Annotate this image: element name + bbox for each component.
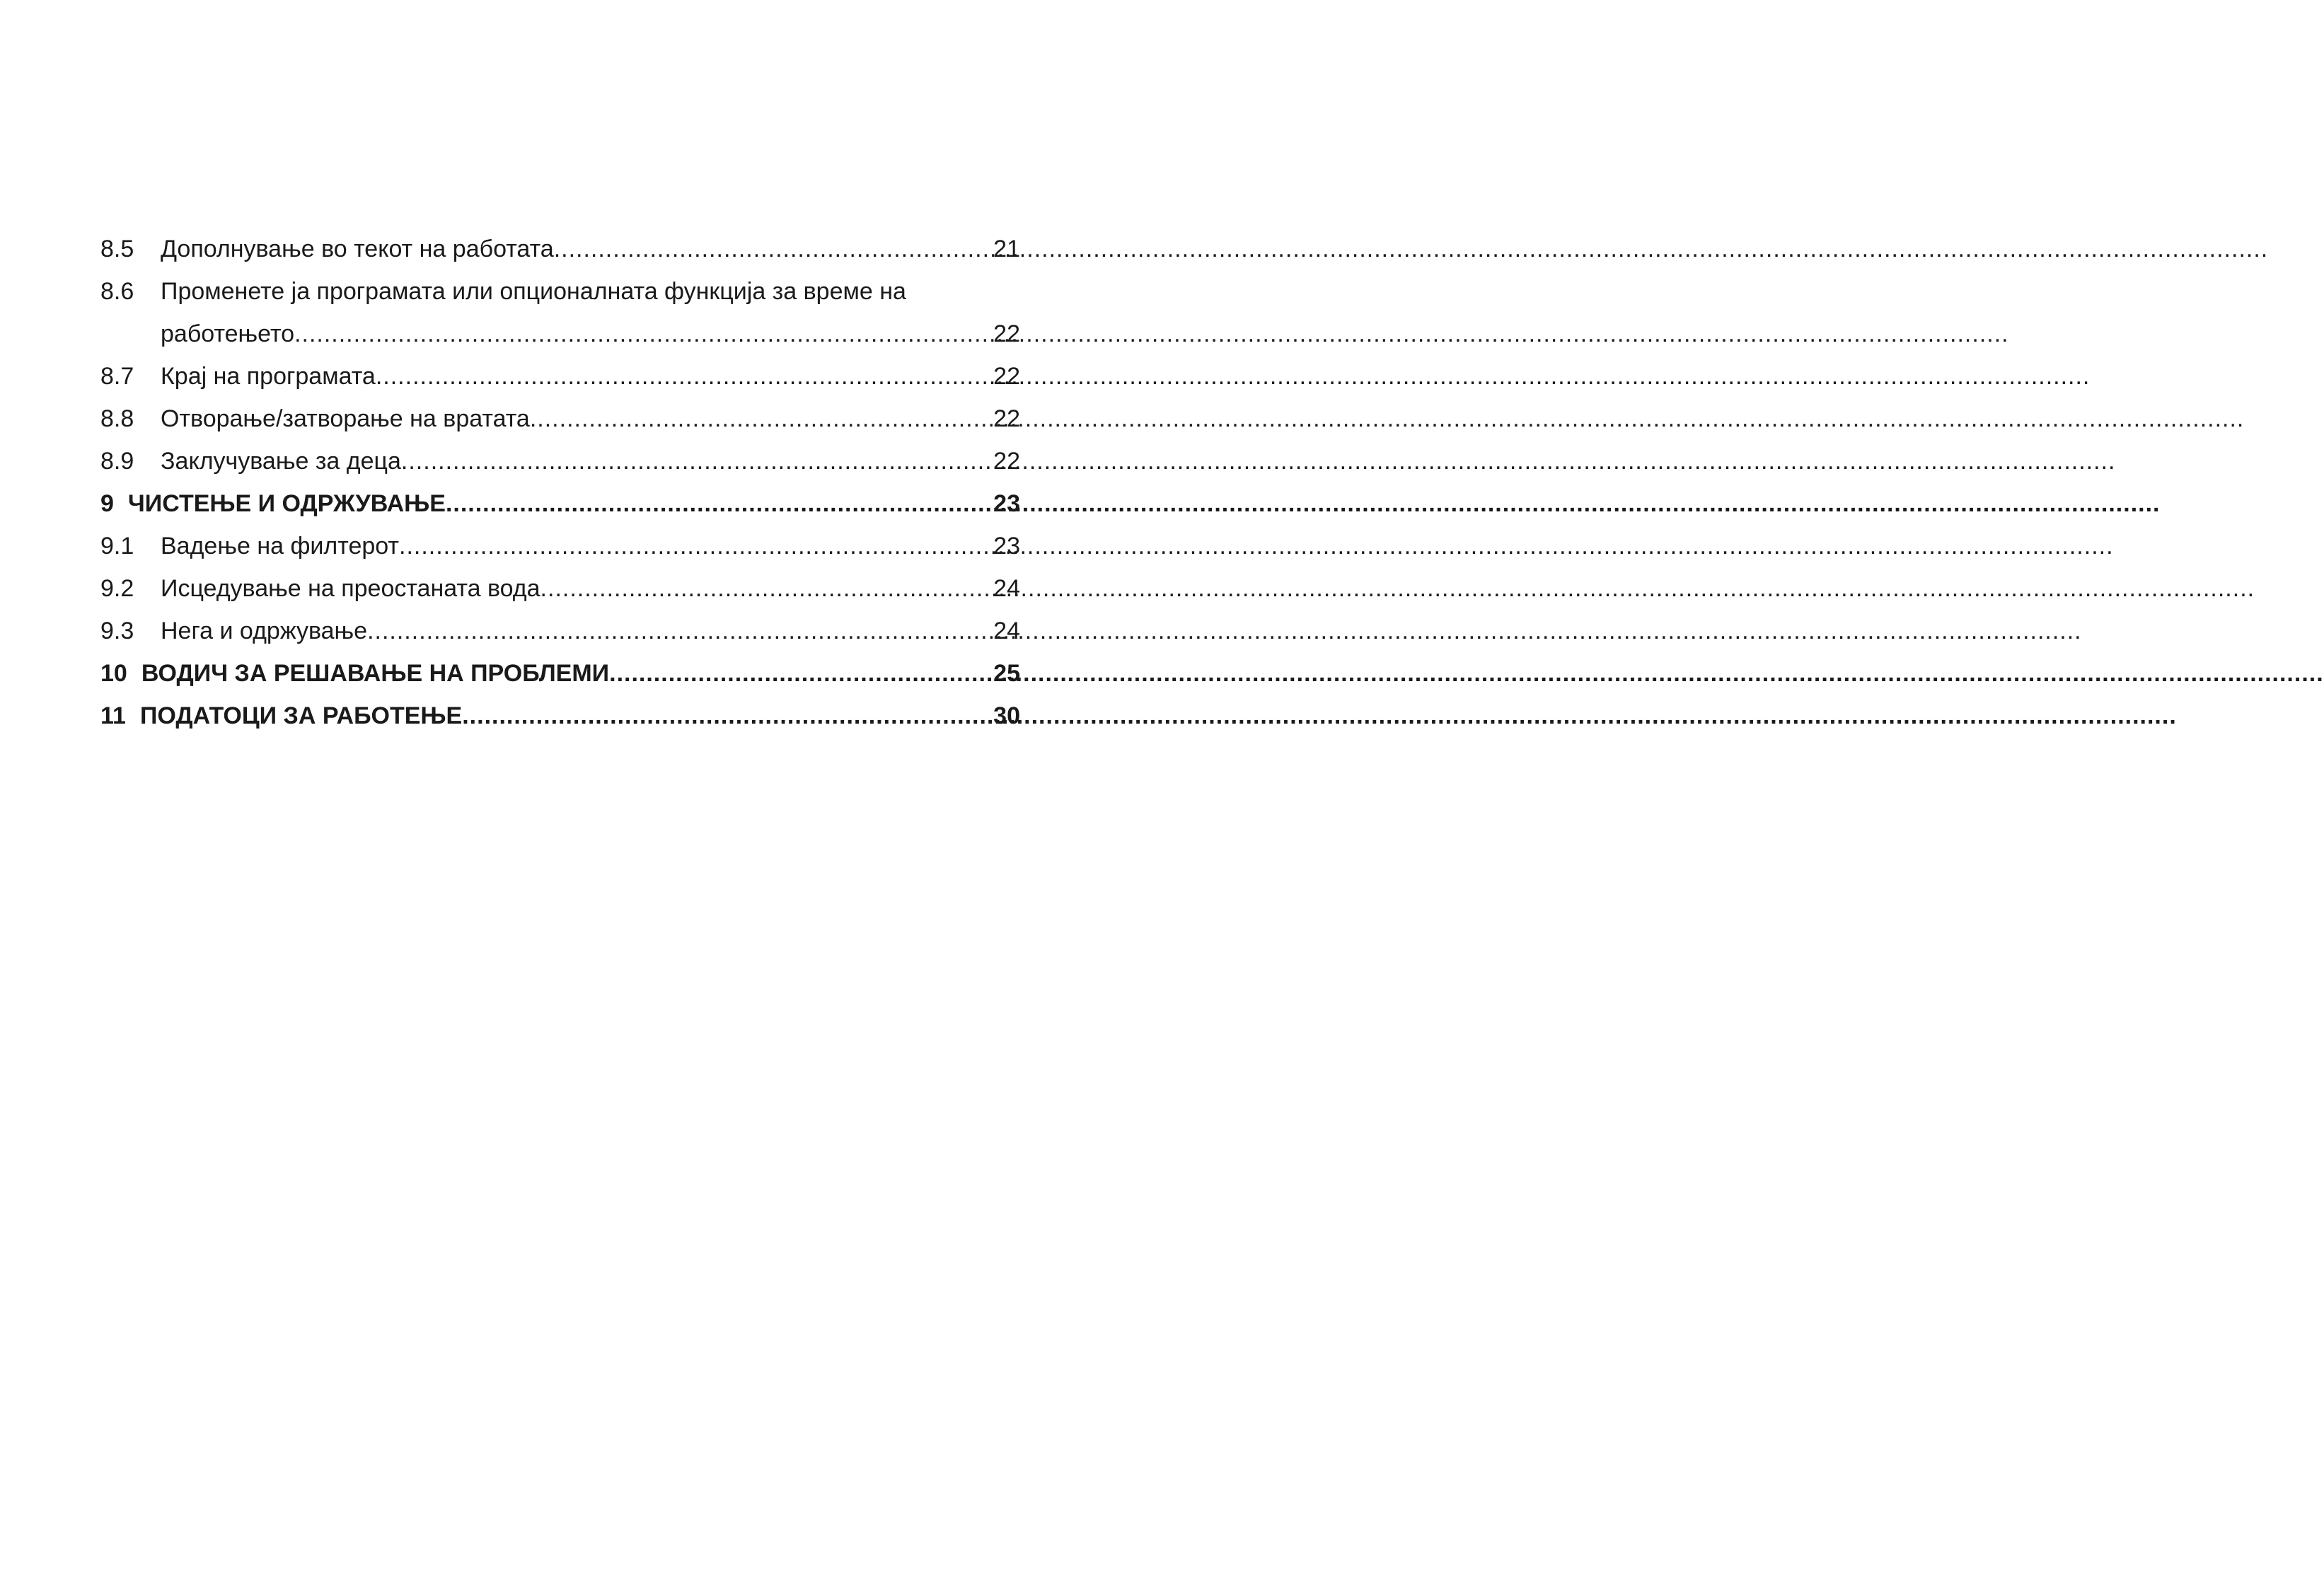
document-page [0, 0, 1123, 1588]
toc-chapter-entry[interactable] [100, 652, 1020, 695]
toc-entry-title: ПОДАТОЦИ ЗА РАБОТЕЊЕ [139, 702, 463, 729]
toc-entry[interactable] [100, 270, 1020, 355]
toc-entry-page: 22 [993, 448, 1020, 475]
toc-entry[interactable] [100, 440, 1020, 482]
toc-entry-number: 9.2 [100, 575, 134, 602]
table-of-contents [100, 228, 1020, 737]
toc-entry[interactable] [100, 610, 1020, 652]
toc-entry-page: 25 [993, 660, 1020, 687]
dot-leader [376, 355, 993, 398]
dot-leader [554, 228, 993, 270]
toc-entry-page: 22 [993, 320, 1020, 347]
toc-entry[interactable] [100, 525, 1020, 567]
toc-entry-title: Отворање/затворање на вратата [161, 405, 530, 432]
toc-entry-page: 21 [993, 236, 1020, 262]
dot-leader [367, 610, 993, 652]
dot-leader [462, 695, 993, 737]
dot-leader [609, 652, 993, 695]
toc-entry-number: 11 [100, 702, 126, 729]
toc-entry-page: 30 [993, 702, 1020, 729]
dot-leader [294, 313, 993, 355]
toc-entry-title: Вадење на филтерот [161, 533, 399, 560]
toc-entry-number: 8.8 [100, 405, 134, 432]
toc-entry-title: Нега и одржување [161, 618, 368, 644]
toc-entry-title: Крај на програмата [161, 363, 376, 390]
toc-entry-page: 22 [993, 363, 1020, 390]
toc-entry-title-continued: работењето [161, 320, 295, 347]
toc-entry-page: 23 [993, 490, 1020, 517]
toc-entry-number: 8.9 [100, 448, 134, 475]
toc-chapter-entry[interactable] [100, 482, 1020, 525]
dot-leader [530, 398, 993, 440]
toc-entry-number: 10 [100, 660, 127, 687]
toc-entry-title: ВОДИЧ ЗА РЕШАВАЊЕ НА ПРОБЛЕМИ [141, 660, 610, 687]
toc-entry-number: 8.6 [100, 278, 134, 305]
dot-leader [540, 567, 994, 610]
toc-entry-title: Заклучување за деца [161, 448, 401, 475]
toc-entry[interactable] [100, 355, 1020, 398]
dot-leader [399, 525, 993, 567]
toc-entry[interactable] [100, 228, 1020, 270]
toc-entry-number: 8.5 [100, 236, 134, 262]
toc-entry-number: 8.7 [100, 363, 134, 390]
toc-entry-title: ЧИСТЕЊЕ И ОДРЖУВАЊЕ [127, 490, 446, 517]
toc-entry[interactable] [100, 567, 1020, 610]
toc-entry-page: 22 [993, 405, 1020, 432]
toc-entry[interactable] [100, 398, 1020, 440]
toc-entry-page: 24 [993, 575, 1020, 602]
toc-entry-number: 9.3 [100, 618, 134, 644]
toc-entry-title: Исцедување на преостаната вода [161, 575, 540, 602]
dot-leader [401, 440, 993, 482]
toc-entry-title: Дополнување во текот на работата [161, 236, 554, 262]
dot-leader [446, 482, 993, 525]
toc-entry-page: 24 [993, 618, 1020, 644]
toc-entry-title: Променете ја програмата или опционалната функција за време на [161, 278, 906, 305]
toc-entry-page: 23 [993, 533, 1020, 560]
toc-entry-number: 9 [100, 490, 114, 517]
toc-chapter-entry[interactable] [100, 695, 1020, 737]
toc-entry-number: 9.1 [100, 533, 134, 560]
